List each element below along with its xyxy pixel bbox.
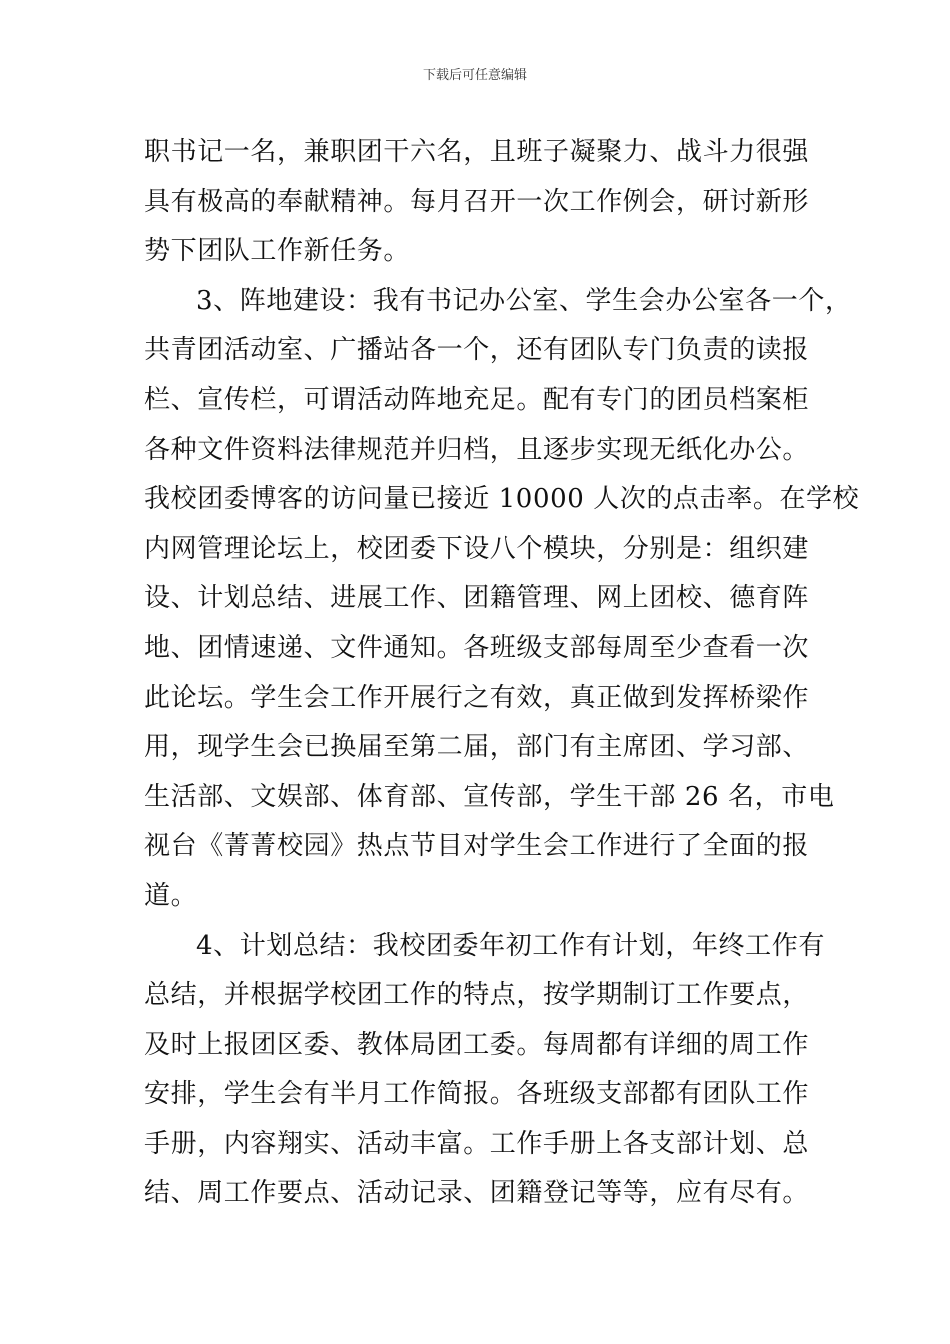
text-line: 生活部、文娱部、体育部、宣传部，学生干部 26 名，市电 <box>144 781 835 812</box>
text-line: 我校团委博客的访问量已接近 10000 人次的点击率。在学校 <box>144 484 860 515</box>
page-header-note: 下载后可任意编辑 <box>422 68 527 83</box>
text-line: 道。 <box>144 880 198 911</box>
text-line: 视台《菁菁校园》热点节目对学生会工作进行了全面的报 <box>144 831 810 862</box>
text-line: 此论坛。学生会工作开展行之有效，真正做到发挥桥梁作 <box>144 682 810 713</box>
paragraph-4-heading-line: 4、计划总结：我校团委年初工作有计划，年终工作有 <box>196 930 825 961</box>
text-line: 势下团队工作新任务。 <box>144 236 411 267</box>
text-line: 总结，并根据学校团工作的特点，按学期制订工作要点， <box>144 980 810 1011</box>
text-line: 手册，内容翔实、活动丰富。工作手册上各支部计划、总 <box>144 1128 810 1159</box>
text-line: 设、计划总结、进展工作、团籍管理、网上团校、德育阵 <box>144 583 810 614</box>
text-line: 用，现学生会已换届至第二届，部门有主席团、学习部、 <box>144 732 810 763</box>
text-line: 具有极高的奉献精神。每月召开一次工作例会，研讨新形 <box>144 186 810 217</box>
text-line: 地、团情速递、文件通知。各班级支部每周至少查看一次 <box>144 632 810 663</box>
text-line: 内网管理论坛上，校团委下设八个模块，分别是：组织建 <box>144 533 810 564</box>
text-line: 共青团活动室、广播站各一个，还有团队专门负责的读报 <box>144 335 810 366</box>
text-line: 栏、宣传栏，可谓活动阵地充足。配有专门的团员档案柜 <box>144 384 810 415</box>
text-line: 各种文件资料法律规范并归档，且逐步实现无纸化办公。 <box>144 434 810 465</box>
text-line: 职书记一名，兼职团干六名，且班子凝聚力、战斗力很强 <box>144 137 810 167</box>
text-line: 安排，学生会有半月工作简报。各班级支部都有团队工作 <box>144 1079 810 1110</box>
paragraph-3-heading-line: 3、阵地建设：我有书记办公室、学生会办公室各一个， <box>196 285 852 316</box>
document-body <box>144 128 860 1219</box>
text-line: 及时上报团区委、教体局团工委。每周都有详细的周工作 <box>144 1029 810 1060</box>
text-line: 结、周工作要点、活动记录、团籍登记等等，应有尽有。 <box>144 1178 810 1209</box>
